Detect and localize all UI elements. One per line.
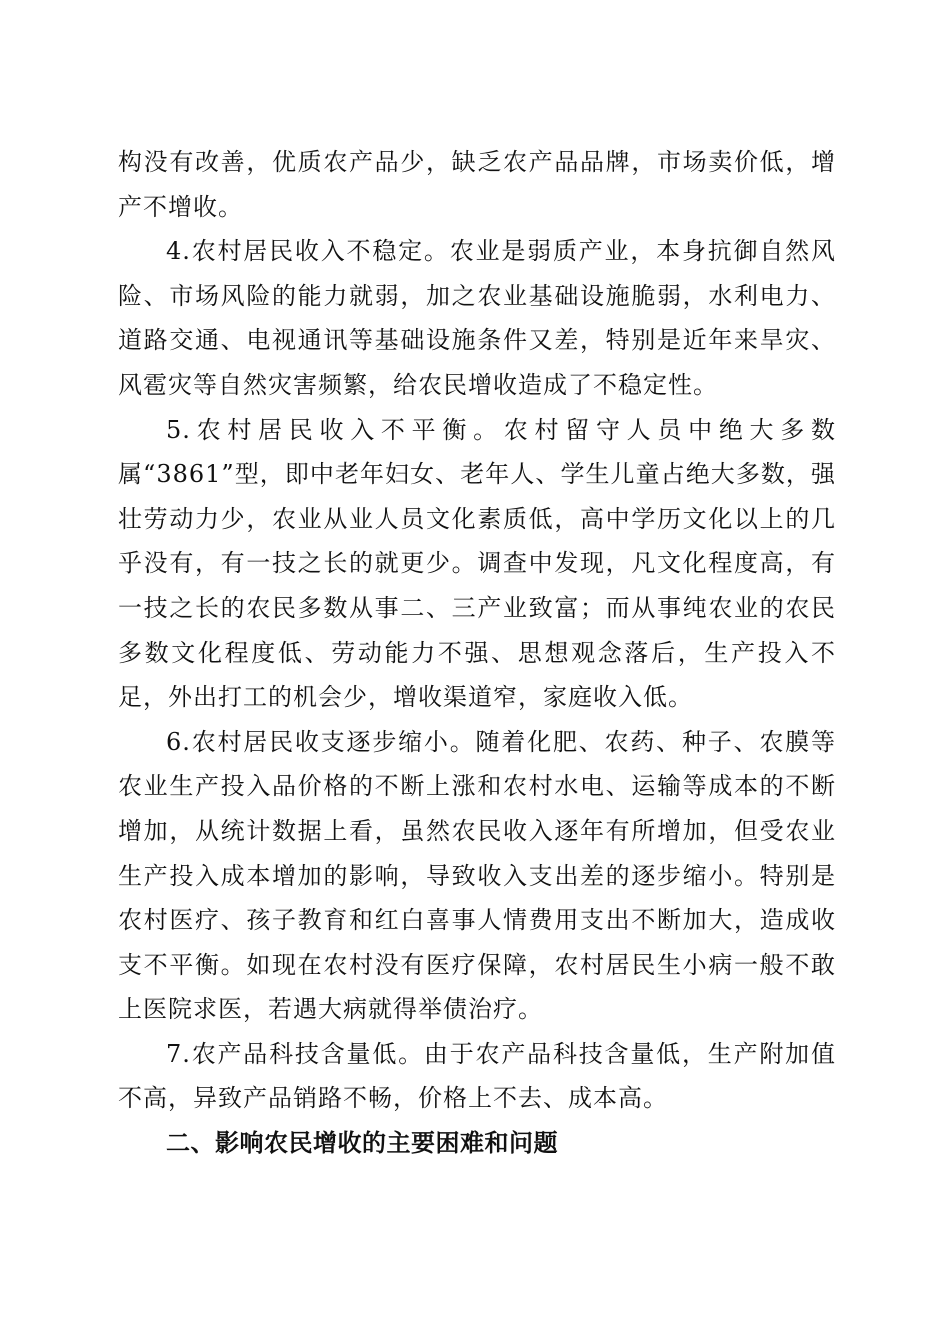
body-text [118, 140, 836, 1166]
paragraph-item-6: 6.农村居民收支逐步缩小。随着化肥、农药、种子、农膜等农业生产投入品价格的不断上涨和农村水电、运输等成本的不断增加，从统计数据上看，虽然农民收入逐年有所增加，但受农业生产投入成本增加的影响，导致收入支出差的逐步缩小。特别是农村医疗、孩子教育和红白喜事人情费用支出不断加大，造成收支不平衡。如现在农村没有医疗保障，农村居民生小病一般不敢上医院求医，若遇大病就得举债治疗。 [118, 727, 836, 1024]
paragraph-item-5: 5.农村居民收入不平衡。农村留守人员中绝大多数属“3861”型，即中老年妇女、老年人、学生儿童占绝大多数，强壮劳动力少，农业从业人员文化素质低，高中学历文化以上的几乎没有，有一技之长的就更少。调查中发现，凡文化程度高，有一技之长的农民多数从事二、三产业致富；而从事纯农业的农民多数文化程度低、劳动能力不强、思想观念落后，生产投入不足，外出打工的机会少，增收渠道窄，家庭收入低。 [118, 415, 836, 712]
paragraph-item-7: 7.农产品科技含量低。由于农产品科技含量低，生产附加值不高，异致产品销路不畅，价格上不去、成本高。 [118, 1039, 836, 1113]
paragraph-item-4: 4.农村居民收入不稳定。农业是弱质产业，本身抗御自然风险、市场风险的能力就弱，加之农业基础设施脆弱，水利电力、道路交通、电视通讯等基础设施条件又差，特别是近年来旱灾、风雹灾等自然灾害频繁，给农民增收造成了不稳定性。 [118, 237, 836, 399]
paragraph-continuation: 构没有改善，优质农产品少，缺乏农产品品牌，市场卖价低，增产不增收。 [118, 148, 836, 221]
section-heading: 二、影响农民增收的主要困难和问题 [166, 1129, 558, 1158]
